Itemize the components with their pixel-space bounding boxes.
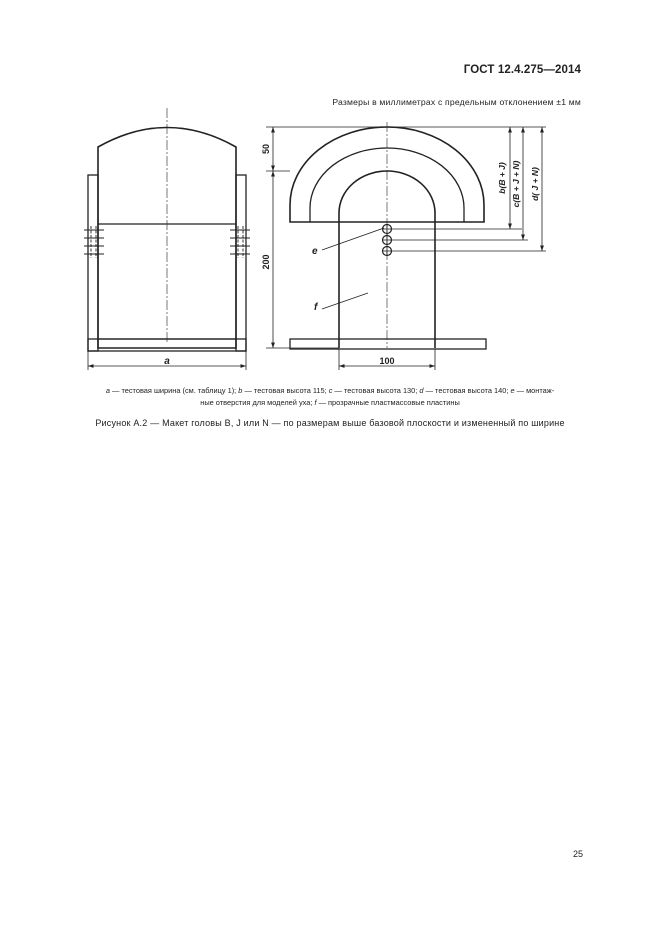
dimension-d-label: d( J + N) (530, 167, 540, 201)
legend-text-b: — тестовая высота 115; (244, 386, 327, 395)
leader-e-label: e (312, 246, 318, 257)
legend-text-d: — тестовая высота 140; (425, 386, 509, 395)
dimension-c-label: c(B + J + N) (511, 160, 521, 208)
legend-key-d: d (419, 386, 424, 395)
leader-f (322, 293, 368, 309)
page-number: 25 (572, 849, 583, 859)
side-view (84, 108, 250, 370)
legend-text-a: — тестовая ширина (см. таблицу 1); (112, 386, 237, 395)
dimension-200-label: 200 (261, 254, 271, 270)
dimension-b-label: b(B + J) (497, 162, 507, 194)
document-header: ГОСТ 12.4.275—2014 (463, 64, 581, 76)
dimension-50-label: 50 (261, 143, 271, 155)
legend-key-e: e (510, 386, 515, 395)
legend-line-2 (40, 397, 620, 409)
mounting-holes (382, 224, 392, 256)
figure-legend (40, 385, 620, 409)
technical-drawing (0, 0, 661, 380)
leader-e (322, 228, 384, 250)
left-plate (88, 175, 98, 351)
right-hole-marks (230, 226, 250, 258)
legend-text-f: — прозрачные пластмассовые пластины (318, 398, 460, 407)
dimension-100-label: 100 (379, 356, 395, 366)
legend-key-f: f (314, 398, 317, 407)
right-plate (236, 175, 246, 351)
figure-caption: Рисунок А.2 — Макет головы В, J или N — по размерам выше базовой плоскости и измененный по ширине (95, 418, 565, 428)
units-note: Размеры в миллиметрах с предельным отклонением ±1 мм (332, 97, 581, 107)
legend-key-a: a (105, 386, 110, 395)
dimension-a-label: a (164, 356, 170, 367)
leader-f-label: f (314, 302, 318, 313)
front-base-plate (290, 339, 486, 349)
front-view (266, 122, 546, 370)
legend-text-e: — монтаж- (516, 386, 555, 395)
legend-line-1 (40, 385, 620, 397)
legend-key-c: c (328, 386, 333, 395)
legend-text-c: — тестовая высота 130; (334, 386, 418, 395)
left-hole-marks (84, 226, 104, 258)
legend-key-b: b (238, 386, 243, 395)
legend-text-e-cont: ные отверстия для моделей уха; (200, 398, 313, 407)
